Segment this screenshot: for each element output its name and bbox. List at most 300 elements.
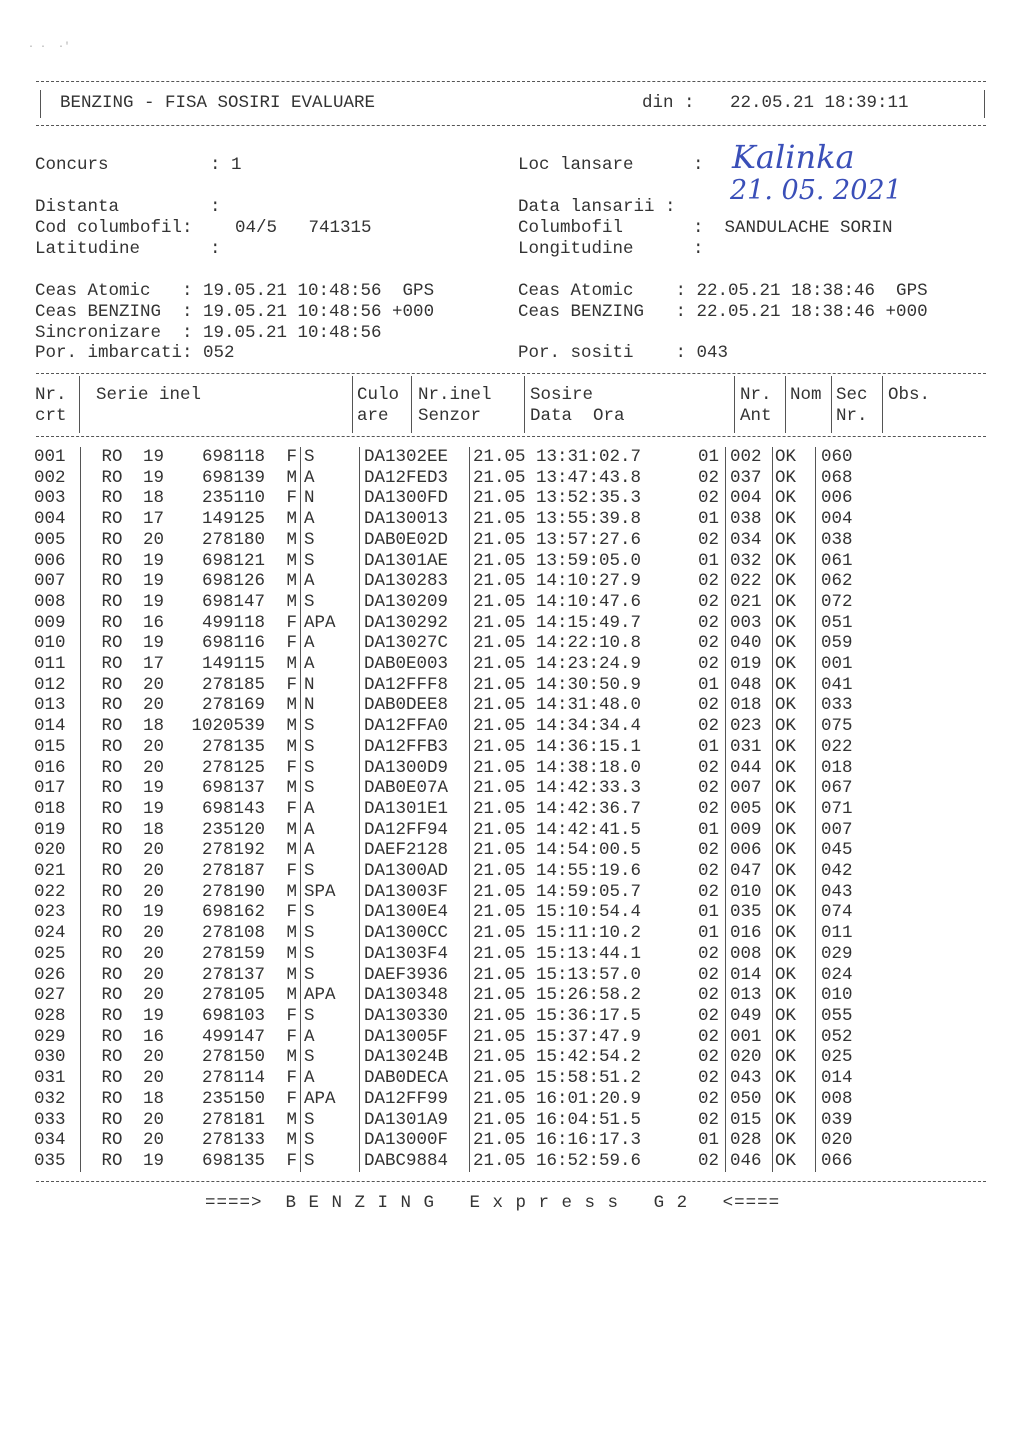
- cell-ring-number: 698147: [201, 591, 265, 612]
- table-row: [32, 1047, 911, 1068]
- cell-year: 20: [143, 943, 165, 964]
- cell-sensor-ring: DA12FFA0: [360, 716, 470, 737]
- cell-sec: OK: [773, 1047, 816, 1068]
- cell-sensor-ring: DAB0E07A: [360, 778, 470, 799]
- sincronizare: Sincronizare : 19.05.21 10:48:56: [35, 323, 382, 343]
- cell-obs: 052: [816, 1027, 912, 1048]
- cell-ring-number: 278108: [201, 923, 265, 944]
- cell-nr-crt: 007: [34, 571, 66, 592]
- cell-nr-crt: 025: [34, 943, 66, 964]
- cell-ring-number: 278180: [201, 529, 265, 550]
- cell-ring-number: 278137: [201, 964, 265, 985]
- cell-obs: 067: [816, 778, 912, 799]
- cell-sensor-ring: DA1300E4: [360, 902, 470, 923]
- cell-nom: 020: [726, 1047, 773, 1068]
- cell-nr-crt: 018: [34, 798, 66, 819]
- cell-sex: F: [286, 1088, 297, 1109]
- cell-sex: M: [286, 591, 297, 612]
- cell-ring-number: 149125: [201, 509, 265, 530]
- table-header-bottom-rule: [36, 436, 986, 437]
- cell-obs: 010: [816, 985, 912, 1006]
- cell-sensor-ring: DA130013: [360, 509, 470, 530]
- cell-nom: 004: [726, 488, 773, 509]
- cell-year: 20: [143, 923, 165, 944]
- cell-color: A: [301, 509, 360, 530]
- cell-nr-ant: 02: [697, 840, 719, 861]
- cell-year: 20: [143, 736, 165, 757]
- cell-nr-ant: 01: [697, 923, 719, 944]
- cell-obs: 029: [816, 944, 912, 965]
- cell-sensor-ring: DAEF3936: [360, 965, 470, 986]
- cell-year: 19: [143, 633, 165, 654]
- cell-nr-crt: 020: [34, 840, 66, 861]
- cell-color: A: [301, 633, 360, 654]
- cell-nr-crt: 026: [34, 964, 66, 985]
- cell-arrival: 21.05 15:13:44.1: [470, 944, 674, 965]
- cell-sensor-ring: DA130348: [360, 985, 470, 1006]
- cell-sex: F: [286, 757, 297, 778]
- ceas-atomic-left: Ceas Atomic : 19.05.21 10:48:56 GPS: [35, 281, 435, 301]
- cell-nom: 009: [726, 820, 773, 841]
- ceas-atomic-right: Ceas Atomic : 22.05.21 18:38:46 GPS: [518, 281, 928, 301]
- col-sep: [734, 376, 735, 433]
- cell-obs: 041: [816, 675, 912, 696]
- cell-nr-crt: 022: [34, 881, 66, 902]
- cell-nr-ant: 02: [697, 571, 719, 592]
- cell-obs: 074: [816, 902, 912, 923]
- cell-arrival: 21.05 15:26:58.2: [470, 985, 674, 1006]
- cell-nom: 008: [726, 944, 773, 965]
- cell-arrival: 21.05 15:42:54.2: [470, 1047, 674, 1068]
- cell-color: S: [301, 1130, 360, 1151]
- col-sep: [411, 376, 412, 433]
- cell-nr-ant: 02: [697, 1150, 719, 1171]
- cell-nom: 019: [726, 654, 773, 675]
- cell-color: A: [301, 799, 360, 820]
- cell-year: 18: [143, 819, 165, 840]
- cell-sec: OK: [773, 509, 816, 530]
- cell-year: 19: [143, 467, 165, 488]
- cell-nom: 001: [726, 1027, 773, 1048]
- cell-sec: OK: [773, 1130, 816, 1151]
- cell-country: RO: [81, 1151, 144, 1172]
- cell-arrival: 21.05 14:22:10.8: [470, 633, 674, 654]
- cell-color: S: [301, 737, 360, 758]
- cell-color: S: [301, 592, 360, 613]
- cod-columbofil-value: 04/5 741315: [235, 218, 372, 238]
- cell-sex: F: [286, 674, 297, 695]
- cell-year: 19: [143, 902, 165, 923]
- cell-nr-ant: 02: [697, 591, 719, 612]
- cell-nom: 040: [726, 633, 773, 654]
- cell-nr-crt: 004: [34, 509, 66, 530]
- cell-arrival: 21.05 13:55:39.8: [470, 509, 674, 530]
- cell-obs: 062: [816, 571, 912, 592]
- cell-color: S: [301, 944, 360, 965]
- cell-ring-number: 278114: [201, 1068, 265, 1089]
- cell-sex: M: [286, 716, 297, 737]
- cell-arrival: 21.05 13:59:05.0: [470, 551, 674, 572]
- cell-nom: 035: [726, 902, 773, 923]
- cell-nr-ant: 02: [697, 695, 719, 716]
- cell-ring-number: 698116: [201, 633, 265, 654]
- cell-nom: 002: [726, 447, 773, 468]
- cell-nom: 010: [726, 882, 773, 903]
- cell-year: 19: [143, 798, 165, 819]
- cell-sex: F: [286, 633, 297, 654]
- cell-country: RO: [81, 571, 144, 592]
- cell-obs: 004: [816, 509, 912, 530]
- cell-nr-ant: 02: [697, 943, 719, 964]
- cell-ring-number: 1020539: [191, 716, 265, 737]
- table-row: [32, 1006, 911, 1027]
- cell-nr-ant: 02: [697, 467, 719, 488]
- cell-nr-ant: 02: [697, 1047, 719, 1068]
- cell-sensor-ring: DA12FFB3: [360, 737, 470, 758]
- cell-sec: OK: [773, 654, 816, 675]
- header-bottom-rule: [36, 125, 986, 126]
- cell-year: 20: [143, 1047, 165, 1068]
- cell-arrival: 21.05 14:38:18.0: [470, 758, 674, 779]
- cell-nr-ant: 02: [697, 654, 719, 675]
- cell-sensor-ring: DA13027C: [360, 633, 470, 654]
- cell-sec: OK: [773, 923, 816, 944]
- cell-nr-ant: 02: [697, 985, 719, 1006]
- cell-sensor-ring: DA13024B: [360, 1047, 470, 1068]
- cell-sex: F: [286, 447, 297, 467]
- cell-obs: 011: [816, 923, 912, 944]
- distanta-value: :: [210, 197, 221, 217]
- cell-sex: F: [286, 612, 297, 633]
- cell-ring-number: 278190: [201, 881, 265, 902]
- cell-nr-ant: 01: [697, 674, 719, 695]
- cell-nr-crt: 017: [34, 778, 66, 799]
- longitudine-label: Longitudine: [518, 239, 634, 259]
- cell-sensor-ring: DAB0DEE8: [360, 695, 470, 716]
- cell-sex: M: [286, 571, 297, 592]
- cell-obs: 051: [816, 613, 912, 634]
- cell-arrival: 21.05 14:42:36.7: [470, 799, 674, 820]
- col-header-sec-2: Nr.: [836, 406, 868, 426]
- cell-sec: OK: [773, 1089, 816, 1110]
- cell-color: SPA: [301, 882, 360, 903]
- table-row: [32, 1068, 911, 1089]
- cell-sex: F: [286, 488, 297, 509]
- cell-nr-ant: 02: [697, 757, 719, 778]
- table-row: [32, 592, 911, 613]
- cell-nr-crt: 014: [34, 716, 66, 737]
- cell-sec: OK: [773, 944, 816, 965]
- cell-nr-crt: 016: [34, 757, 66, 778]
- cell-country: RO: [81, 592, 144, 613]
- cell-sex: F: [286, 1026, 297, 1047]
- cell-year: 19: [143, 1005, 165, 1026]
- cell-color: A: [301, 571, 360, 592]
- cell-obs: 018: [816, 758, 912, 779]
- cell-color: S: [301, 551, 360, 572]
- cell-country: RO: [81, 1110, 144, 1131]
- cell-nr-crt: 005: [34, 529, 66, 550]
- cell-color: S: [301, 1151, 360, 1172]
- cell-nr-ant: 02: [697, 881, 719, 902]
- cell-sensor-ring: DA1303F4: [360, 944, 470, 965]
- cell-arrival: 21.05 14:59:05.7: [470, 882, 674, 903]
- cell-nr-crt: 003: [34, 488, 66, 509]
- columbofil-label: Columbofil: [518, 218, 624, 238]
- cell-nr-crt: 015: [34, 736, 66, 757]
- col-sep: [882, 376, 883, 433]
- cell-nr-crt: 019: [34, 819, 66, 840]
- cell-year: 20: [143, 1068, 165, 1089]
- cell-country: RO: [81, 447, 144, 468]
- cell-sex: M: [286, 736, 297, 757]
- cell-arrival: 21.05 14:34:34.4: [470, 716, 674, 737]
- cell-obs: 043: [816, 882, 912, 903]
- cell-sensor-ring: DA130330: [360, 1006, 470, 1027]
- cell-country: RO: [81, 840, 144, 861]
- cell-ring-number: 698139: [201, 467, 265, 488]
- cell-country: RO: [81, 758, 144, 779]
- col-header-obs: Obs.: [888, 385, 931, 405]
- cell-arrival: 21.05 14:55:19.6: [470, 861, 674, 882]
- cell-arrival: 21.05 15:36:17.5: [470, 1006, 674, 1027]
- cell-year: 16: [143, 1026, 165, 1047]
- cell-sec: OK: [773, 1068, 816, 1089]
- cell-sensor-ring: DA13003F: [360, 882, 470, 903]
- cell-obs: 071: [816, 799, 912, 820]
- cell-year: 17: [143, 654, 165, 675]
- cell-nom: 038: [726, 509, 773, 530]
- cell-sec: OK: [773, 447, 816, 468]
- cell-sec: OK: [773, 592, 816, 613]
- cell-nr-crt: 010: [34, 633, 66, 654]
- cell-nr-crt: 024: [34, 923, 66, 944]
- cell-obs: 033: [816, 695, 912, 716]
- cell-country: RO: [81, 778, 144, 799]
- table-row: [32, 1027, 911, 1048]
- table-row: [32, 716, 911, 737]
- cell-sensor-ring: DA1302EE: [360, 447, 470, 468]
- cell-sex: M: [286, 778, 297, 799]
- cell-country: RO: [81, 654, 144, 675]
- cell-nom: 018: [726, 695, 773, 716]
- cell-color: S: [301, 902, 360, 923]
- cell-country: RO: [81, 882, 144, 903]
- ceas-benzing-right: Ceas BENZING : 22.05.21 18:38:46 +000: [518, 302, 928, 322]
- cell-nr-crt: 029: [34, 1026, 66, 1047]
- cell-sensor-ring: DAB0DECA: [360, 1068, 470, 1089]
- cell-nom: 003: [726, 613, 773, 634]
- table-row: [32, 571, 911, 592]
- cell-nr-crt: 002: [34, 467, 66, 488]
- cell-nr-crt: 035: [34, 1150, 66, 1171]
- cell-nom: 043: [726, 1068, 773, 1089]
- por-imbarcati: Por. imbarcati: 052: [35, 343, 235, 363]
- cell-sensor-ring: DA12FF99: [360, 1089, 470, 1110]
- cell-nom: 007: [726, 778, 773, 799]
- cell-year: 18: [143, 716, 165, 737]
- cell-sec: OK: [773, 1027, 816, 1048]
- cell-sex: M: [286, 943, 297, 964]
- cell-nr-ant: 01: [697, 509, 719, 530]
- cell-color: A: [301, 1068, 360, 1089]
- cell-sec: OK: [773, 840, 816, 861]
- cell-country: RO: [81, 923, 144, 944]
- cell-arrival: 21.05 15:11:10.2: [470, 923, 674, 944]
- cell-country: RO: [81, 716, 144, 737]
- cell-nr-ant: 02: [697, 612, 719, 633]
- cell-color: S: [301, 965, 360, 986]
- cell-arrival: 21.05 16:52:59.6: [470, 1151, 674, 1172]
- cell-country: RO: [81, 1130, 144, 1151]
- columbofil-value: : SANDULACHE SORIN: [693, 218, 893, 238]
- scan-mark: · · ·': [28, 42, 71, 53]
- cell-arrival: 21.05 16:04:51.5: [470, 1110, 674, 1131]
- cell-sensor-ring: DABC9884: [360, 1151, 470, 1172]
- cell-arrival: 21.05 15:58:51.2: [470, 1068, 674, 1089]
- cell-sensor-ring: DA12FFF8: [360, 675, 470, 696]
- cell-nr-ant: 01: [697, 736, 719, 757]
- table-row: [32, 882, 911, 903]
- col-sep: [79, 376, 80, 433]
- cell-sex: M: [286, 529, 297, 550]
- cell-nr-ant: 02: [697, 1088, 719, 1109]
- cell-color: A: [301, 654, 360, 675]
- cell-arrival: 21.05 14:31:48.0: [470, 695, 674, 716]
- cell-nr-ant: 01: [697, 819, 719, 840]
- cell-nr-crt: 006: [34, 550, 66, 571]
- cell-nr-ant: 02: [697, 1068, 719, 1089]
- cell-sex: M: [286, 467, 297, 488]
- cell-color: N: [301, 488, 360, 509]
- cell-sec: OK: [773, 861, 816, 882]
- cell-sex: F: [286, 1068, 297, 1089]
- cell-obs: 066: [816, 1151, 912, 1172]
- table-row: [32, 944, 911, 965]
- cell-nr-crt: 028: [34, 1005, 66, 1026]
- loc-lansare-label: Loc lansare: [518, 155, 634, 175]
- cell-nom: 044: [726, 758, 773, 779]
- cell-sensor-ring: DA130292: [360, 613, 470, 634]
- cell-sex: M: [286, 509, 297, 530]
- cell-color: A: [301, 1027, 360, 1048]
- cell-obs: 060: [816, 447, 912, 468]
- cell-year: 20: [143, 985, 165, 1006]
- cell-obs: 059: [816, 633, 912, 654]
- cell-arrival: 21.05 14:42:41.5: [470, 820, 674, 841]
- cell-ring-number: 278159: [201, 943, 265, 964]
- col-header-culoare-1: Culo: [357, 385, 400, 405]
- cell-sec: OK: [773, 695, 816, 716]
- cell-sec: OK: [773, 551, 816, 572]
- table-row: [32, 799, 911, 820]
- cell-country: RO: [81, 1006, 144, 1027]
- cell-sex: M: [286, 1130, 297, 1151]
- cell-obs: 014: [816, 1068, 912, 1089]
- col-header-serie-inel: Serie inel: [96, 385, 202, 405]
- cell-nr-ant: 01: [697, 550, 719, 571]
- table-row: [32, 861, 911, 882]
- cell-arrival: 21.05 14:36:15.1: [470, 737, 674, 758]
- table-row: [32, 758, 911, 779]
- cell-sec: OK: [773, 571, 816, 592]
- cell-sensor-ring: DA12FF94: [360, 820, 470, 841]
- col-header-crt: crt: [35, 406, 67, 426]
- cell-sec: OK: [773, 468, 816, 489]
- table-row: [32, 923, 911, 944]
- loc-lansare-handwritten: Kalinka: [732, 138, 855, 176]
- cell-ring-number: 235110: [201, 488, 265, 509]
- cell-color: S: [301, 447, 360, 468]
- cell-sex: F: [286, 1150, 297, 1171]
- cell-sex: M: [286, 695, 297, 716]
- longitudine-value: :: [693, 239, 704, 259]
- cell-ring-number: 278135: [201, 736, 265, 757]
- cell-nr-crt: 032: [34, 1088, 66, 1109]
- cell-year: 20: [143, 840, 165, 861]
- cell-sec: OK: [773, 675, 816, 696]
- cell-year: 20: [143, 964, 165, 985]
- cell-nom: 050: [726, 1089, 773, 1110]
- cell-nr-crt: 027: [34, 985, 66, 1006]
- cell-country: RO: [81, 820, 144, 841]
- cell-country: RO: [81, 861, 144, 882]
- cell-sensor-ring: DA12FED3: [360, 468, 470, 489]
- cell-obs: 025: [816, 1047, 912, 1068]
- cell-color: S: [301, 1110, 360, 1131]
- latitudine-label: Latitudine: [35, 239, 141, 259]
- cell-sec: OK: [773, 613, 816, 634]
- cell-nom: 037: [726, 468, 773, 489]
- cell-obs: 072: [816, 592, 912, 613]
- cell-sensor-ring: DA13005F: [360, 1027, 470, 1048]
- cell-year: 18: [143, 488, 165, 509]
- cell-ring-number: 698137: [201, 778, 265, 799]
- cell-sensor-ring: DA1301A9: [360, 1110, 470, 1131]
- cell-nom: 048: [726, 675, 773, 696]
- cell-year: 20: [143, 529, 165, 550]
- cell-nr-crt: 013: [34, 695, 66, 716]
- cell-ring-number: 698143: [201, 798, 265, 819]
- cell-sensor-ring: DA1300AD: [360, 861, 470, 882]
- col-sep: [524, 376, 525, 433]
- cell-country: RO: [81, 551, 144, 572]
- col-header-nr-ant-1: Nr.: [740, 385, 772, 405]
- cell-color: S: [301, 778, 360, 799]
- cell-sec: OK: [773, 758, 816, 779]
- table-row: [32, 488, 911, 509]
- cell-arrival: 21.05 13:52:35.3: [470, 488, 674, 509]
- cell-nr-ant: 02: [697, 1005, 719, 1026]
- table-row: [32, 778, 911, 799]
- table-row: [32, 447, 911, 468]
- cell-country: RO: [81, 613, 144, 634]
- cell-nom: 034: [726, 530, 773, 551]
- cell-nr-ant: 01: [697, 447, 719, 467]
- cell-nom: 006: [726, 840, 773, 861]
- cell-obs: 022: [816, 737, 912, 758]
- cell-country: RO: [81, 1027, 144, 1048]
- cell-nr-ant: 02: [697, 1026, 719, 1047]
- cell-sex: F: [286, 798, 297, 819]
- cell-ring-number: 235120: [201, 819, 265, 840]
- cell-ring-number: 278192: [201, 840, 265, 861]
- cell-sex: M: [286, 840, 297, 861]
- table-row: [32, 820, 911, 841]
- cell-ring-number: 499147: [201, 1026, 265, 1047]
- cell-year: 19: [143, 447, 165, 467]
- cell-year: 16: [143, 612, 165, 633]
